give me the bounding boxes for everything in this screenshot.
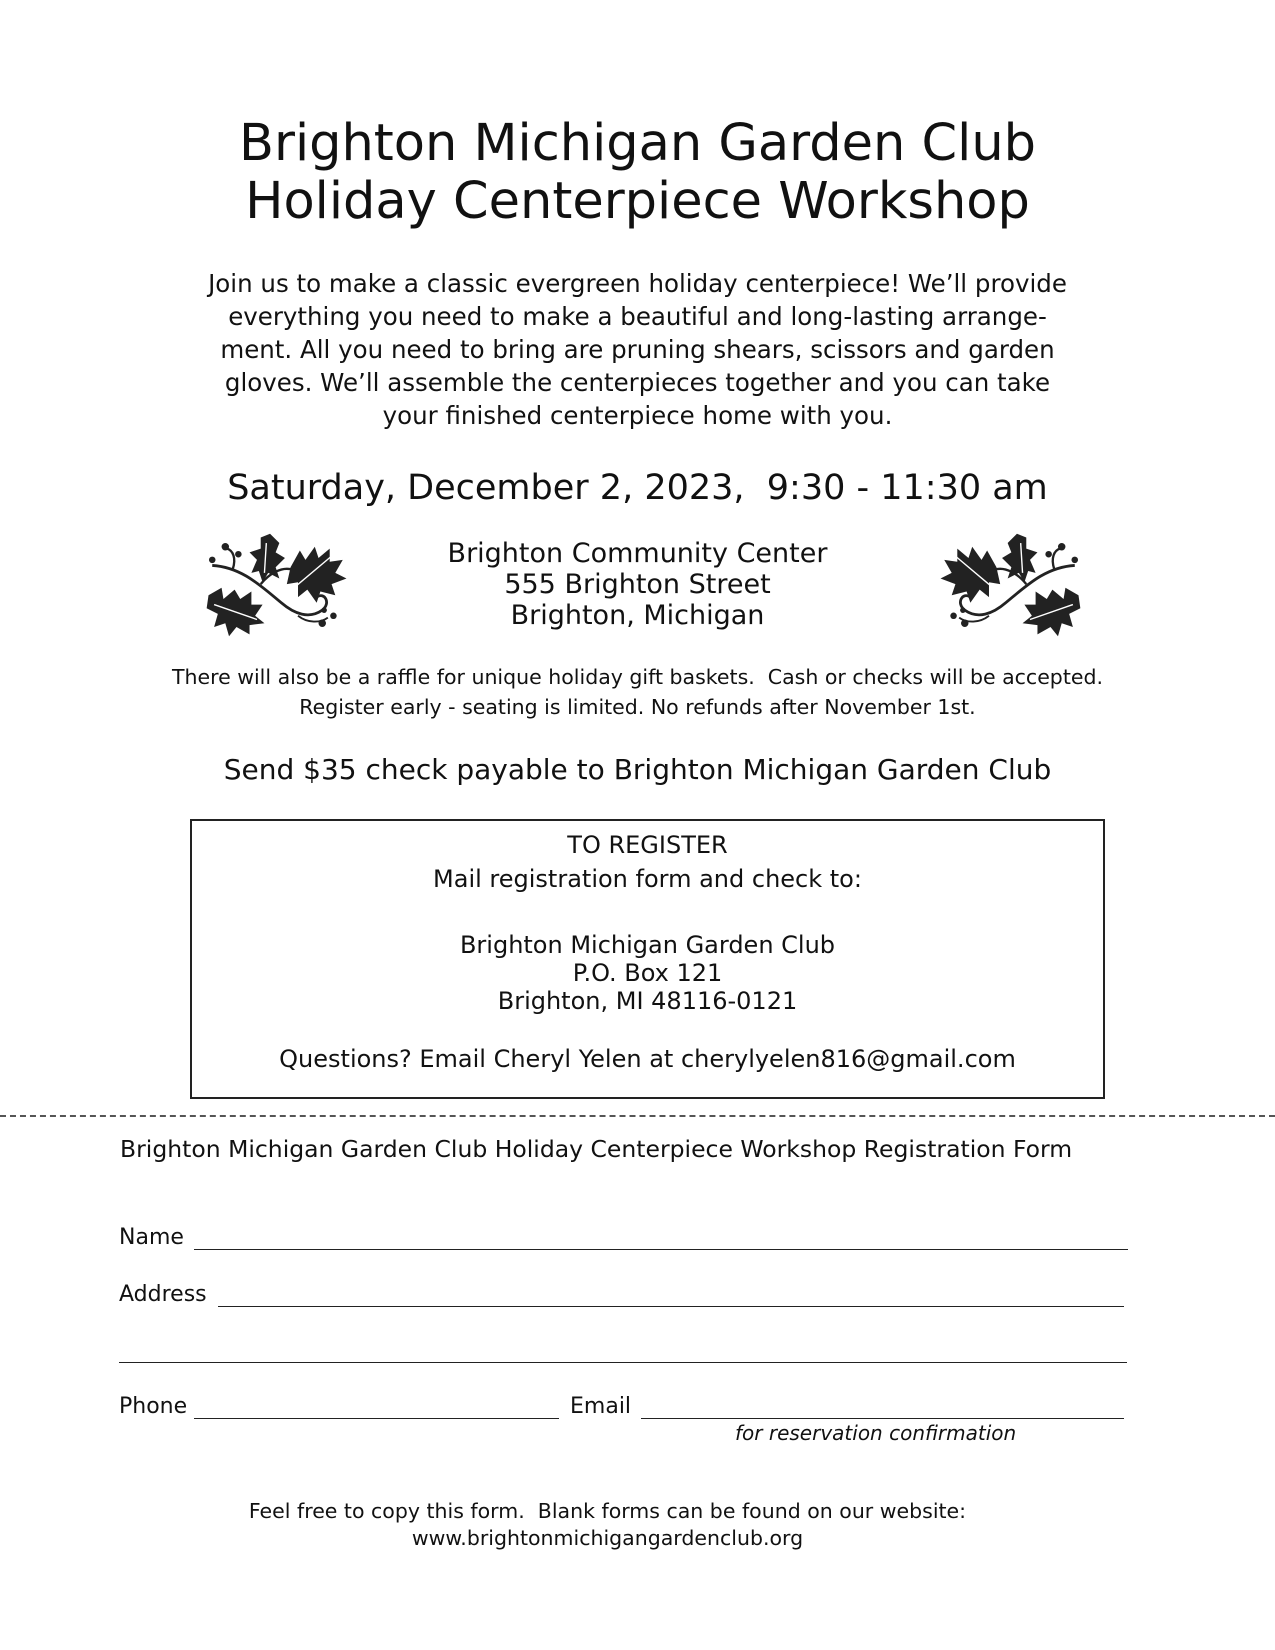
email-field[interactable]: [641, 1418, 1124, 1419]
raffle-notice: [60, 662, 1215, 722]
raffle-line: There will also be a raffle for unique holiday gift baskets. Cash or checks will be accepted.: [171, 665, 1103, 689]
refund-line: Register early - seating is limited. No refunds after November 1st.: [299, 695, 976, 719]
venue-address: [400, 538, 875, 631]
name-field[interactable]: [194, 1249, 1128, 1250]
name-label: Name: [119, 1225, 184, 1250]
email-hint: for reservation confirmation: [735, 1421, 1017, 1445]
payment-instruction: Send $35 check payable to Brighton Michigan Garden Club: [223, 753, 1052, 786]
mail-city-zip: Brighton, MI 48116-0121: [497, 987, 798, 1015]
title-line-2: Holiday Centerpiece Workshop: [245, 172, 1030, 231]
address-field-line-2[interactable]: [119, 1362, 1127, 1363]
title-line-1: Brighton Michigan Garden Club: [238, 114, 1037, 173]
holly-sprig-icon: [180, 530, 375, 640]
register-heading: TO REGISTER: [567, 831, 728, 859]
intro-line: gloves. We’ll assemble the centerpieces together and you can take: [224, 368, 1051, 397]
venue-name: Brighton Community Center: [447, 538, 828, 569]
intro-line: Join us to make a classic evergreen holiday centerpiece! We’ll provide: [208, 269, 1067, 298]
footer: [0, 1498, 1215, 1552]
registration-box: [190, 819, 1105, 1099]
phone-label: Phone: [119, 1394, 188, 1419]
mail-org-name: Brighton Michigan Garden Club: [459, 931, 836, 959]
form-title: Brighton Michigan Garden Club Holiday Centerpiece Workshop Registration Form: [120, 1135, 1073, 1163]
register-instruction: Mail registration form and check to:: [433, 865, 862, 893]
website-link[interactable]: www.brightonmichigangardenclub.org: [411, 1526, 804, 1550]
cut-line: [0, 1115, 1275, 1117]
address-label: Address: [119, 1282, 207, 1307]
venue-street: 555 Brighton Street: [504, 569, 771, 600]
intro-line: ment. All you need to bring are pruning shears, scissors and garden: [220, 335, 1055, 364]
intro-line: your finished centerpiece home with you.: [382, 401, 893, 430]
intro-paragraph: [140, 267, 1135, 432]
intro-line: everything you need to make a beautiful and long-lasting arrange-: [228, 302, 1047, 331]
footer-copy-note: Feel free to copy this form. Blank forms can be found on our website:: [248, 1499, 967, 1523]
phone-field[interactable]: [194, 1418, 559, 1419]
holly-sprig-icon: [912, 530, 1107, 640]
address-field-line-1[interactable]: [218, 1306, 1124, 1307]
email-label: Email: [570, 1394, 632, 1419]
questions-contact: Questions? Email Cheryl Yelen at cherylyelen816@gmail.com: [279, 1045, 1016, 1073]
page-title: [0, 115, 1275, 231]
mail-po-box: P.O. Box 121: [572, 959, 723, 987]
event-date-time: Saturday, December 2, 2023, 9:30 - 11:30 am: [227, 468, 1048, 508]
venue-city: Brighton, Michigan: [510, 600, 765, 631]
